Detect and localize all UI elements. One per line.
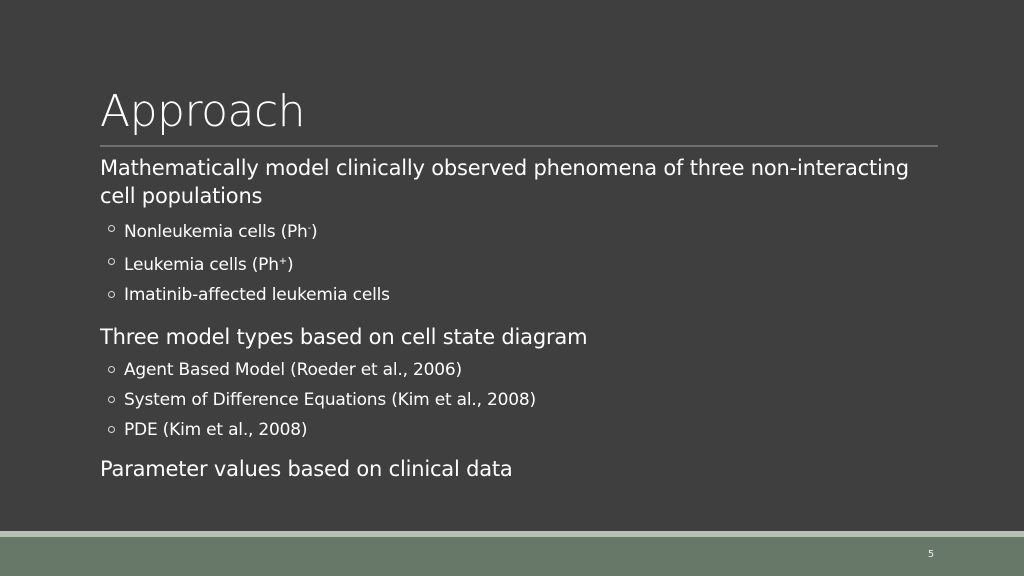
bullet-text: Agent Based Model (Roeder et al., 2006) xyxy=(124,360,462,380)
bullet-suffix: ) xyxy=(311,222,318,242)
superscript: - xyxy=(307,223,312,234)
bullet-level2 xyxy=(100,284,938,306)
bullet-group-parameters xyxy=(100,455,938,483)
slide-content xyxy=(100,154,938,497)
bullet-level1: Parameter values based on clinical data xyxy=(100,457,513,481)
circle-bullet-icon xyxy=(108,396,115,403)
bullet-level1: Three model types based on cell state diagram xyxy=(100,325,588,349)
bullet-level2 xyxy=(100,389,938,411)
bullet-level2 xyxy=(100,218,938,243)
circle-bullet-icon xyxy=(108,426,115,433)
title-divider xyxy=(100,145,938,147)
bullet-text: Nonleukemia cells (Ph xyxy=(124,222,308,242)
bullet-group-populations xyxy=(100,154,938,306)
bullet-level2 xyxy=(100,419,938,441)
circle-bullet-icon xyxy=(108,291,115,298)
bullet-text: Imatinib-affected leukemia cells xyxy=(124,285,390,305)
bullet-text: System of Difference Equations (Kim et al., 2008) xyxy=(124,390,536,410)
bullet-level1: Mathematically model clinically observed phenomena of three non-interacting cell populations xyxy=(100,156,909,208)
bullet-level2 xyxy=(100,359,938,381)
bullet-text: Leukemia cells (Ph xyxy=(124,255,279,275)
superscript: + xyxy=(278,256,287,267)
page-number: 5 xyxy=(927,549,935,560)
bullet-group-model-types xyxy=(100,323,938,441)
circle-bullet-icon xyxy=(108,366,115,373)
bullet-level2 xyxy=(100,251,938,276)
footer-bar xyxy=(0,537,1024,576)
circle-bullet-icon xyxy=(108,225,115,232)
slide-title: Approach xyxy=(100,86,306,137)
bullet-text: PDE (Kim et al., 2008) xyxy=(124,420,308,440)
bullet-suffix: ) xyxy=(286,255,294,275)
circle-bullet-icon xyxy=(108,258,115,265)
